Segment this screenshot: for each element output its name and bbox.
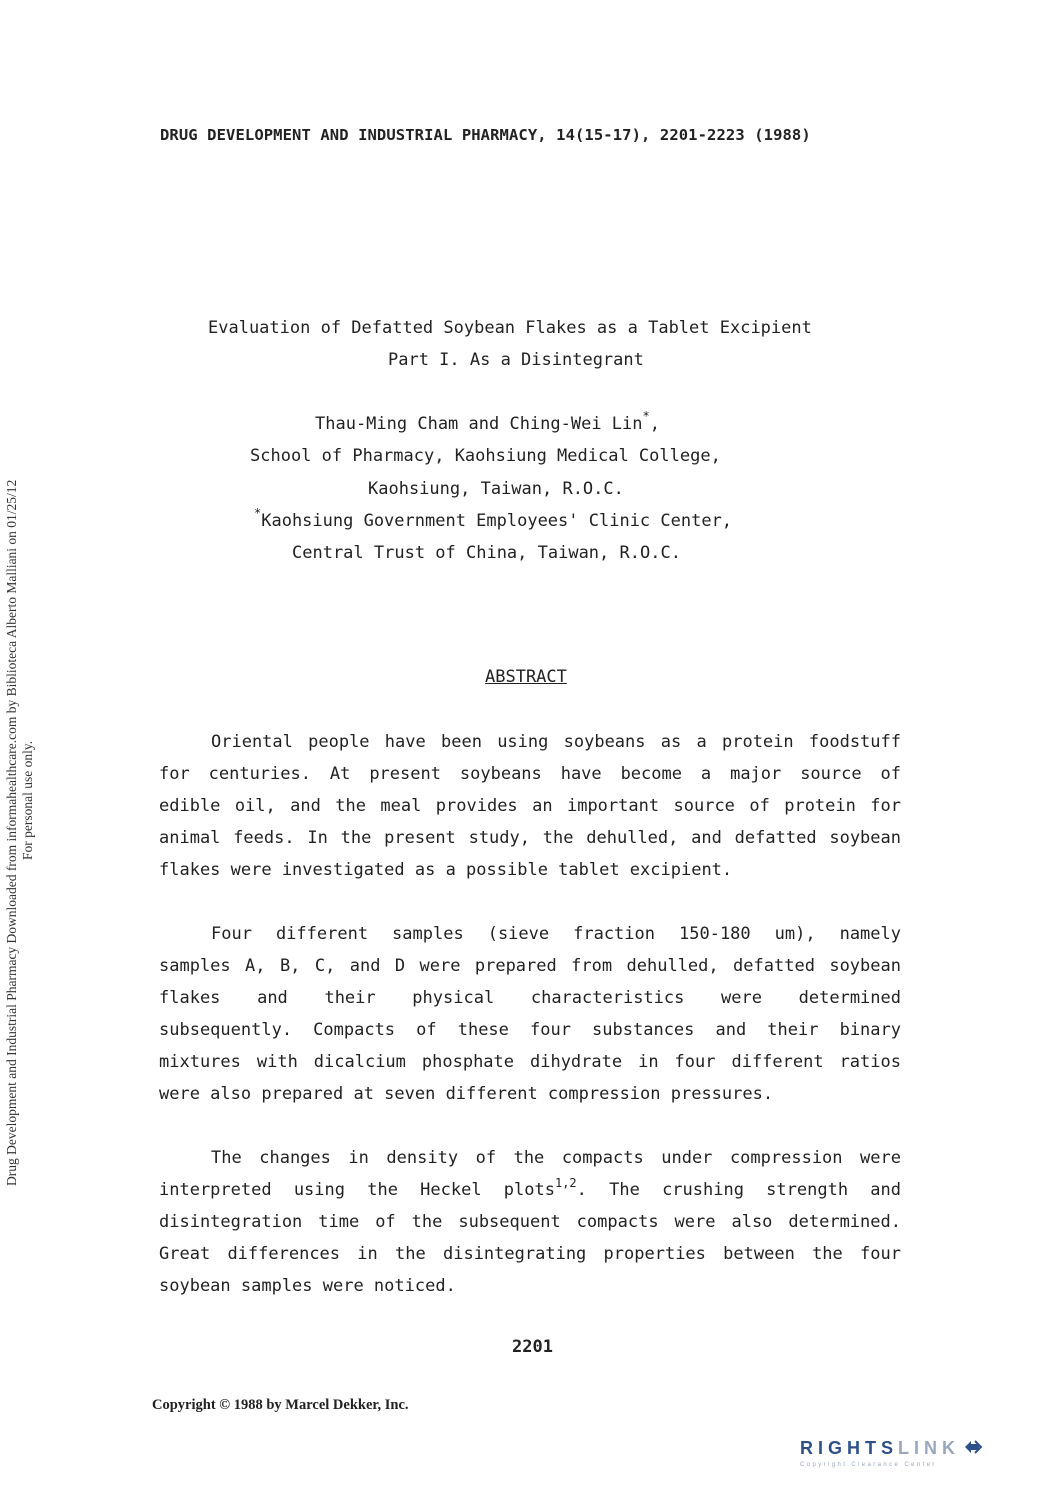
rightslink-rights-text: RIGHTS xyxy=(800,1438,899,1458)
author-names-comma: , xyxy=(649,414,660,434)
author-footnote-marker: * xyxy=(642,409,650,423)
paragraph-line: mixtures with dicalcium phosphate dihydrate in four different ratios xyxy=(159,1052,901,1072)
paragraph-line: subsequently. Compacts of these four substances and their binary xyxy=(159,1020,901,1040)
rightslink-logo[interactable] xyxy=(800,1438,1032,1472)
watermark-personal-use: For personal use only. xyxy=(20,740,35,860)
rightslink-link-text: LINK xyxy=(898,1438,961,1458)
affiliation-clinic xyxy=(254,506,733,531)
journal-citation-header: DRUG DEVELOPMENT AND INDUSTRIAL PHARMACY, 14(15-17), 2201-2223 (1988) xyxy=(160,126,811,144)
paragraph-line: flakes were investigated as a possible tablet excipient. xyxy=(159,860,733,880)
author-names xyxy=(315,409,660,434)
author-names-text: Thau-Ming Cham and Ching-Wei Lin xyxy=(315,414,643,434)
paragraph-line: Oriental people have been using soybeans as a protein foodstuff xyxy=(211,732,901,752)
abstract-paragraph-1 xyxy=(159,726,901,886)
reference-trailing-text: . The crushing strength and xyxy=(576,1180,901,1200)
reference-citation: 1,2 xyxy=(554,1176,577,1190)
paragraph-line: Four different samples (sieve fraction 150-180 um), namely xyxy=(211,924,901,944)
paragraph-line-with-reference xyxy=(159,1174,901,1206)
affiliation-trust: Central Trust of China, Taiwan, R.O.C. xyxy=(292,543,681,563)
paragraph-line: disintegration time of the subsequent compacts were also determined. xyxy=(159,1212,901,1232)
paragraph-line: flakes and their physical characteristics were determined xyxy=(159,988,901,1008)
article-title: Evaluation of Defatted Soybean Flakes as a Tablet Excipient xyxy=(208,318,812,338)
affiliation-clinic-text: Kaohsiung Government Employees' Clinic Center, xyxy=(261,511,733,531)
paragraph-line: edible oil, and the meal provides an important source of protein for xyxy=(159,796,901,816)
paragraph-line: samples A, B, C, and D were prepared from dehulled, defatted soybean xyxy=(159,956,901,976)
affiliation-location: Kaohsiung, Taiwan, R.O.C. xyxy=(368,479,624,499)
article-subtitle: Part I. As a Disintegrant xyxy=(388,350,644,370)
side-watermark xyxy=(0,0,40,1500)
rightslink-arrow-icon xyxy=(962,1438,982,1461)
abstract-paragraph-3 xyxy=(159,1142,901,1302)
paragraph-line: Great differences in the disintegrating properties between the four xyxy=(159,1244,901,1264)
affiliation-school: School of Pharmacy, Kaohsiung Medical College, xyxy=(250,446,721,466)
paragraph-line: The changes in density of the compacts under compression were xyxy=(211,1148,901,1168)
abstract-paragraph-2 xyxy=(159,918,901,1110)
paragraph-line: soybean samples were noticed. xyxy=(159,1276,456,1296)
paragraph-line: were also prepared at seven different compression pressures. xyxy=(159,1084,774,1104)
watermark-download-note: Drug Development and Industrial Pharmacy Downloaded from informahealthcare.com by Biblioteca Alberto Malliani on 01/25/12 xyxy=(4,479,19,1186)
abstract-heading: ABSTRACT xyxy=(485,667,567,687)
reference-lead-text: interpreted using the Heckel plots xyxy=(159,1180,555,1200)
paragraph-line: animal feeds. In the present study, the dehulled, and defatted soybean xyxy=(159,828,901,848)
paragraph-line: for centuries. At present soybeans have become a major source of xyxy=(159,764,901,784)
affiliation-footnote-marker: * xyxy=(254,506,262,520)
rightslink-wordmark xyxy=(800,1438,960,1458)
page-number: 2201 xyxy=(512,1337,553,1357)
rightslink-subtitle: Copyright Clearance Center xyxy=(800,1462,937,1468)
copyright-notice: Copyright © 1988 by Marcel Dekker, Inc. xyxy=(152,1397,409,1413)
